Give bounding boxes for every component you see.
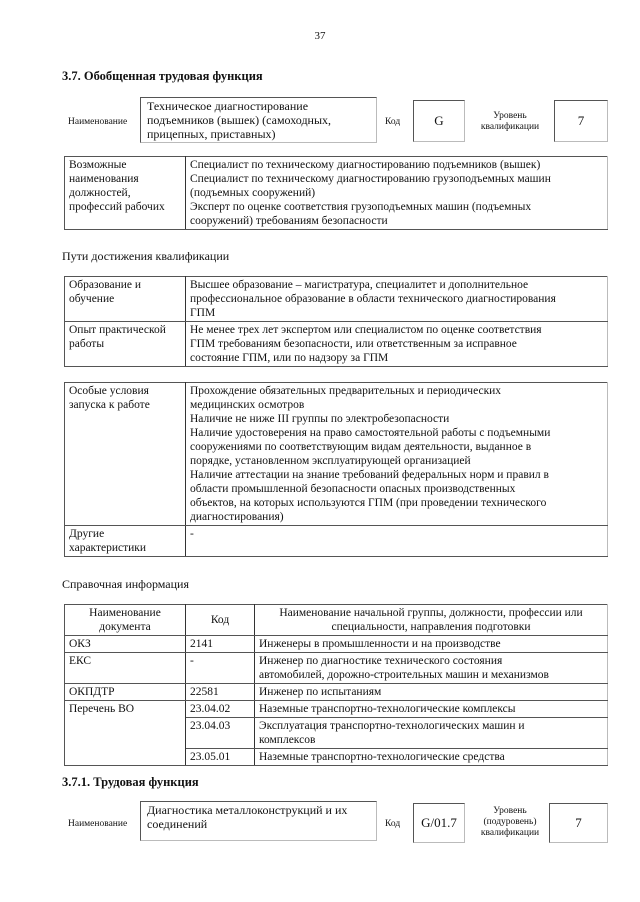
paths-label-line: Опыт практической <box>69 324 166 336</box>
reference-code: 22581 <box>186 684 255 701</box>
function-level: 7 <box>575 815 582 830</box>
paths-label-line: обучение <box>69 293 115 305</box>
conditions-label-line: характеристики <box>69 542 147 554</box>
conditions-value-line: медицинских осмотров <box>190 399 305 411</box>
reference-header-doc <box>65 605 186 636</box>
function-code-box <box>413 803 465 843</box>
reference-code: - <box>186 653 255 684</box>
paths-row <box>65 322 608 367</box>
reference-name <box>255 636 608 653</box>
conditions-value-line: - <box>190 528 194 540</box>
reference-name <box>255 653 608 684</box>
function-level-box <box>549 803 608 843</box>
conditions-table <box>64 382 608 557</box>
reference-name-line: Инженеры в промышленности и на производстве <box>259 638 501 650</box>
reference-code: 23.05.01 <box>186 749 255 766</box>
conditions-value-line: диагностирования) <box>190 511 284 523</box>
positions-value-line: Специалист по техническому диагностированию грузоподъемных машин <box>190 173 551 185</box>
reference-header-name-line: Наименование начальной группы, должности, профессии или <box>279 607 583 619</box>
reference-row <box>65 636 608 653</box>
positions-label-line: Возможные <box>69 159 127 171</box>
positions-value-line: сооружений) требованиям безопасности <box>190 215 388 227</box>
reference-name-line: Эксплуатация транспортно-технологических машин и <box>259 720 525 732</box>
section-name-line: подъемников (вышек) (самоходных, <box>147 113 332 127</box>
paths-row <box>65 277 608 322</box>
conditions-row <box>65 526 608 557</box>
function-title: 3.7.1. Трудовая функция <box>62 775 199 789</box>
section-name-label: Наименование <box>68 117 128 127</box>
reference-name <box>255 701 608 718</box>
function-name-line: соединений <box>147 817 208 831</box>
positions-label-line: должностей, <box>69 187 131 199</box>
conditions-value-line: Наличие не ниже III группы по электробезопасности <box>190 413 450 425</box>
conditions-value-line: Прохождение обязательных предварительных и периодических <box>190 385 502 397</box>
section-level-label <box>472 111 548 133</box>
reference-name-line: Инженер по испытаниям <box>259 686 382 698</box>
paths-label <box>65 277 186 322</box>
positions-row <box>65 157 608 230</box>
paths-value-line: Не менее трех лет экспертом или специалистом по оценке соответствия <box>190 324 542 336</box>
paths-value-line: профессиональное образование в области технического диагностирования <box>190 293 556 305</box>
paths-title: Пути достижения квалификации <box>62 249 230 263</box>
section-code: G <box>434 113 444 128</box>
function-name-box <box>140 801 377 841</box>
paths-value <box>186 277 608 322</box>
reference-code: 23.04.03 <box>186 718 255 749</box>
paths-table <box>64 276 608 367</box>
positions-label-line: наименования <box>69 173 139 185</box>
reference-name-line: комплексов <box>259 734 316 746</box>
positions-label <box>65 157 186 230</box>
reference-doc: ОКЗ <box>65 636 186 653</box>
positions-label-line: профессий рабочих <box>69 201 165 213</box>
section-name-line: Техническое диагностирование <box>147 99 309 113</box>
conditions-label <box>65 526 186 557</box>
page-number: 37 <box>314 30 326 42</box>
function-code-label: Код <box>385 819 401 829</box>
paths-label-line: работы <box>69 338 105 350</box>
reference-header-row <box>65 605 608 636</box>
reference-name-line: Наземные транспортно-технологические средства <box>259 751 505 763</box>
conditions-label-line: Особые условия <box>69 385 149 397</box>
positions-value <box>186 157 608 230</box>
function-level-label-line: Уровень <box>493 806 527 816</box>
conditions-value-line: Наличие удостоверения на право самостоятельной работы с подъемными <box>190 427 551 439</box>
reference-row <box>65 653 608 684</box>
paths-label <box>65 322 186 367</box>
paths-value-line: состояние ГПМ, или по надзору за ГПМ <box>190 352 389 364</box>
section-name-box <box>140 97 377 143</box>
positions-table <box>64 156 608 230</box>
function-name-line: Диагностика металлоконструкций и их <box>147 803 348 817</box>
reference-row <box>65 684 608 701</box>
paths-value-line: ГПМ <box>190 307 216 319</box>
function-level-label-line: квалификации <box>480 828 540 838</box>
reference-doc: ЕКС <box>65 653 186 684</box>
positions-value-line: Специалист по техническому диагностированию подъемников (вышек) <box>190 159 541 171</box>
paths-value-line: Высшее образование – магистратура, специалитет и дополнительное <box>190 279 529 291</box>
conditions-label <box>65 383 186 526</box>
reference-name-line: Инженер по диагностике технического состояния <box>259 655 503 667</box>
function-level-label-line: (подуровень) <box>483 817 537 827</box>
conditions-value <box>186 383 608 526</box>
reference-header-code: Код <box>186 605 255 636</box>
conditions-value <box>186 526 608 557</box>
reference-header-name-line: специальности, направления подготовки <box>331 621 531 633</box>
reference-doc: ОКПДТР <box>65 684 186 701</box>
section-level-label-line: квалификации <box>480 122 540 132</box>
reference-header-doc-line: документа <box>99 621 151 633</box>
section-level-label-line: Уровень <box>493 111 527 121</box>
section-code-box <box>413 100 465 142</box>
reference-header-name <box>255 605 608 636</box>
conditions-value-line: объектов, на которых используются ГПМ (при проведении технического <box>190 497 547 509</box>
paths-value <box>186 322 608 367</box>
function-level-label <box>470 806 550 839</box>
reference-name-line: автомобилей, дорожно-строительных машин и механизмов <box>259 669 549 681</box>
function-name-label: Наименование <box>68 819 128 829</box>
reference-code: 23.04.02 <box>186 701 255 718</box>
conditions-value-line: Наличие аттестации на знание требований федеральных норм и правил в <box>190 469 549 481</box>
conditions-value-line: порядке, установленном эксплуатирующей организацией <box>190 455 471 467</box>
positions-value-line: Эксперт по оценке соответствия грузоподъемных машин (подъемных <box>190 201 532 213</box>
reference-name <box>255 684 608 701</box>
positions-value-line: (подъемных сооружений) <box>190 187 316 199</box>
conditions-label-line: Другие <box>69 528 105 540</box>
reference-table <box>64 604 608 766</box>
section-level: 7 <box>577 113 585 128</box>
conditions-value-line: сооружениями по соответствующим видам деятельности, выданное в <box>190 441 532 453</box>
reference-code: 2141 <box>186 636 255 653</box>
section-title: 3.7. Обобщенная трудовая функция <box>62 69 263 83</box>
section-level-box <box>554 100 608 142</box>
reference-name <box>255 718 608 749</box>
conditions-row <box>65 383 608 526</box>
conditions-value-line: области промышленной безопасности опасных производственных <box>190 483 516 495</box>
paths-label-line: Образование и <box>69 279 142 291</box>
conditions-label-line: запуска к работе <box>69 399 150 411</box>
reference-name <box>255 749 608 766</box>
reference-name-line: Наземные транспортно-технологические комплексы <box>259 703 516 715</box>
reference-doc: Перечень ВО <box>65 701 186 766</box>
paths-value-line: ГПМ требованиям безопасности, или ответственным за исправное <box>190 338 517 350</box>
section-name-line: прицепных, приставных) <box>147 127 276 141</box>
reference-header-doc-line: Наименование <box>89 607 161 619</box>
function-code: G/01.7 <box>421 815 457 830</box>
reference-row <box>65 701 608 718</box>
section-code-label: Код <box>385 117 401 127</box>
reference-title: Справочная информация <box>62 577 189 591</box>
